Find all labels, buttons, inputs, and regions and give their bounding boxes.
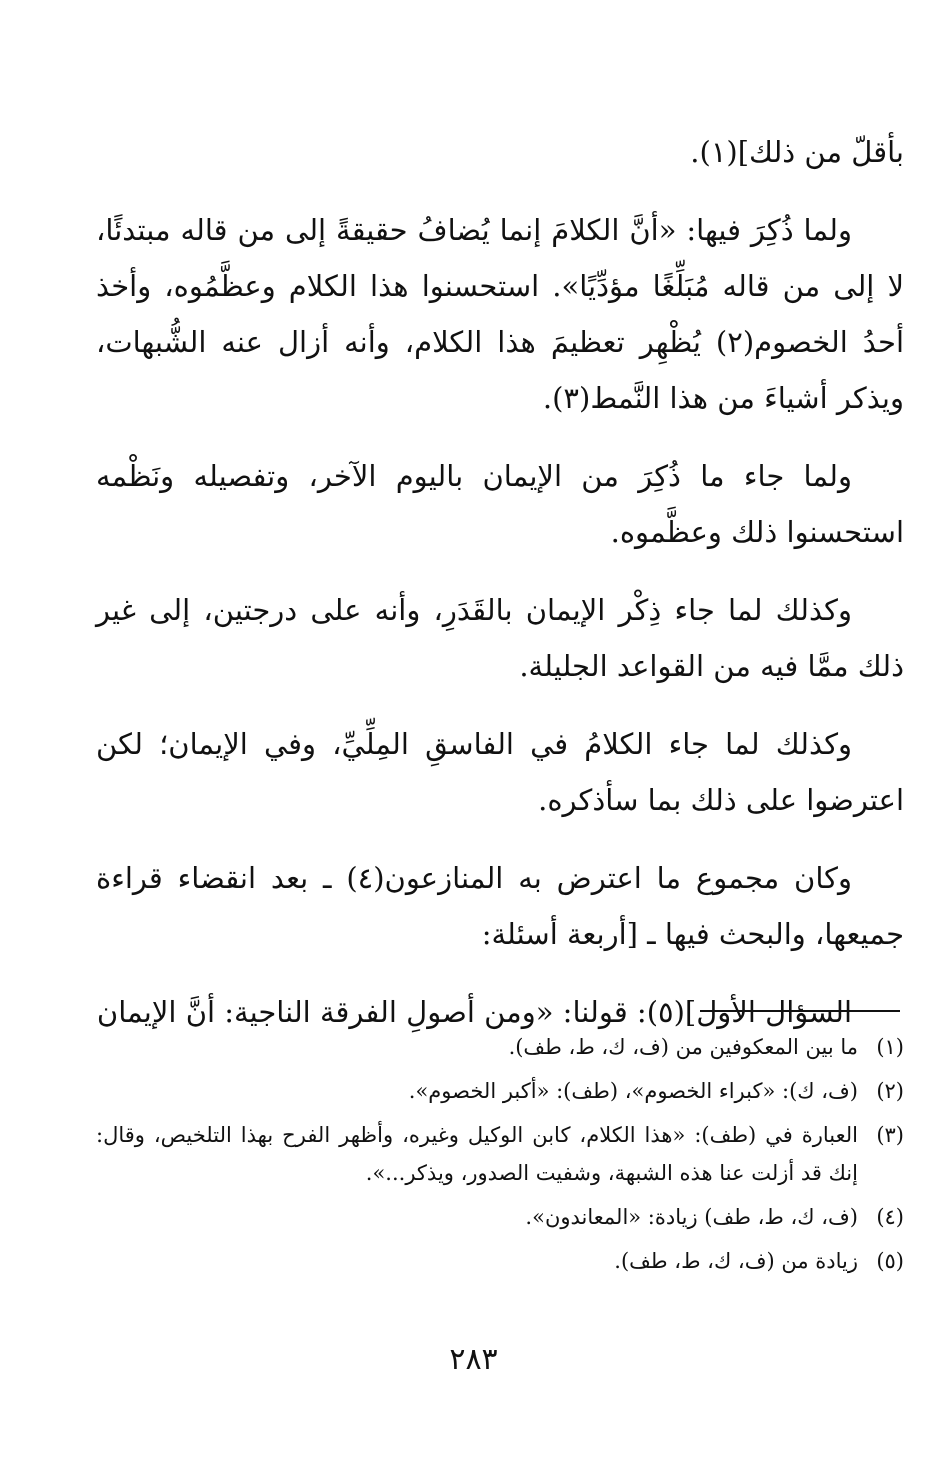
- footnote-text: زيادة من (ف، ك، ط، طف).: [614, 1249, 858, 1273]
- footnote-number: (٣): [876, 1123, 904, 1147]
- paragraph-6: وكان مجموع ما اعترض به المنازعون(٤) ـ بعد انقضاء قراءة جميعها، والبحث فيها ـ [أربعة أسئلة:: [96, 861, 904, 951]
- main-text: [96, 124, 904, 1062]
- footnote-text: (ف، ك، ط، طف) زيادة: «المعاندون».: [525, 1205, 858, 1229]
- footnote-text: (ف، ك): «كبراء الخصوم»، (طف): «أكبر الخصوم».: [408, 1079, 858, 1103]
- paragraph-4: وكذلك لما جاء ذِكْر الإيمان بالقَدَرِ، وأنه على درجتين، إلى غير ذلك ممَّا فيه من القواعد الجليلة.: [96, 593, 904, 683]
- footnote-number: (٢): [876, 1079, 904, 1103]
- footnote-number: (١): [876, 1035, 904, 1059]
- footnote-1: [96, 1028, 904, 1066]
- footnote-5: [96, 1242, 904, 1280]
- footnote-number: (٤): [876, 1205, 904, 1229]
- footnote-divider: [700, 1010, 900, 1012]
- paragraph-1: بأقلّ من ذلك](١).: [690, 135, 904, 169]
- footnotes: [96, 1028, 904, 1286]
- page-number: ٢٨٣: [449, 1342, 498, 1377]
- footnote-text: العبارة في (طف): «هذا الكلام، كابن الوكيل وغيره، وأظهر الفرح بهذا التلخيص، وقال: إنك قد أزلت عنا هذه الشبهة، وشفيت الصدور، ويذكر...».: [96, 1123, 858, 1185]
- paragraph-3: ولما جاء ما ذُكِرَ من الإيمان باليوم الآخر، وتفصيله ونَظْمه استحسنوا ذلك وعظَّموه.: [96, 459, 904, 549]
- paragraph-7: السؤال الأول](٥): قولنا: «ومن أصولِ الفرقة الناجية: أنَّ الإيمان: [96, 995, 852, 1029]
- footnote-number: (٥): [876, 1249, 904, 1273]
- footnote-2: [96, 1072, 904, 1110]
- footnote-3: [96, 1116, 904, 1192]
- footnote-text: ما بين المعكوفين من (ف، ك، ط، طف).: [508, 1035, 858, 1059]
- footnote-4: [96, 1198, 904, 1236]
- paragraph-2: ولما ذُكِرَ فيها: «أنَّ الكلامَ إنما يُضافُ حقيقةً إلى من قاله مبتدئًا، لا إلى من قاله مُبَلِّغًا مؤدِّيًا». استحسنوا هذا الكلام وعظَّمُوه، وأخذ أحدُ الخصوم(٢) يُظْهِر تعظيمَ هذا الكلام، وأنه أزال عنه الشُّبهات، ويذكر أشياءَ من هذا النَّمط(٣).: [96, 213, 905, 415]
- paragraph-5: وكذلك لما جاء الكلامُ في الفاسقِ المِلِّيِّ، وفي الإيمان؛ لكن اعترضوا على ذلك بما سأذكره.: [96, 727, 904, 817]
